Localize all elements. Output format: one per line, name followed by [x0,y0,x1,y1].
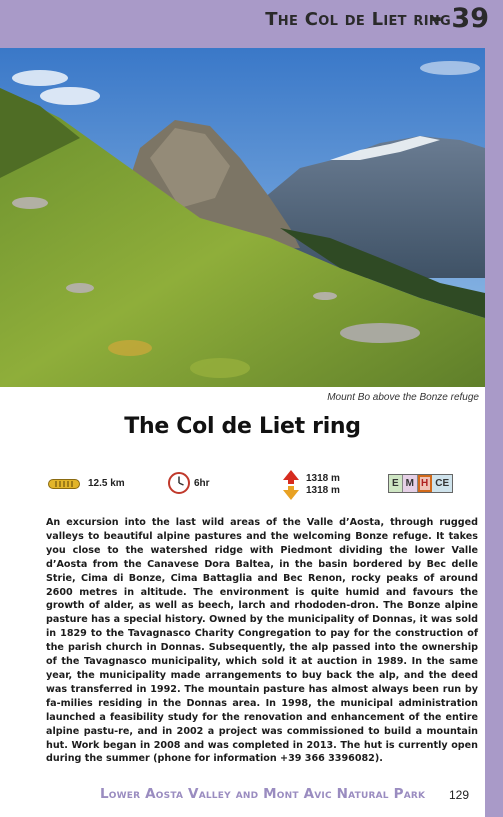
distance-stat [48,478,125,489]
elevation-loss: 1318 m [306,485,340,496]
side-band [485,48,503,817]
time-stat [168,472,210,494]
difficulty-h-selected: H [418,475,432,492]
elevation-arrows-icon [282,470,300,500]
route-stats [0,468,485,508]
difficulty-e: E [389,475,403,492]
time-value: 6hr [194,477,210,489]
distance-value: 12.5 km [88,478,125,489]
difficulty-stat [388,474,453,493]
footer-section-title: Lower Aosta Valley and Mont Avic Natural Park [100,786,426,802]
photo-caption: Mount Bo above the Bonze refuge [327,392,479,403]
difficulty-ce: CE [432,475,452,492]
difficulty-m: M [403,475,418,492]
page-title: The Col de Liet ring [124,414,361,439]
header-title: The Col de Liet ring [265,9,451,30]
page-number: 129 [449,788,470,802]
clock-icon [168,472,190,494]
difficulty-scale [388,474,453,493]
mountain-landscape-photo [0,48,485,387]
ruler-icon [48,479,80,489]
route-number: - 39 [430,3,489,34]
elevation-stat [282,470,340,500]
elevation-gain: 1318 m [306,473,340,484]
route-description: An excursion into the last wild areas of the Valle d’Aosta, through rugged valleys to beautiful alpine pastures and the welcoming Bonze refuge. It takes you close to the watershed ridge with Piedmont dividing the lower Valle d’Aosta from the Canavese Dora Baltea, in the basin bordered by Bec delle Strie, Cima di Bonze, Cima Battaglia and Bec Renon, rocky peaks of around 2600 metres in altitude. The environment is quite humid and favours the growth of alder, as well as beech, larch and rhododen-dron. The Bonze alpine pasture has a special history. Owned by the municipality of Donnas, it was sold in 1829 to the Tavagnasco Charity Congregation to pay for the construction of the parish church in Donnas. Subsequently, the alp passed into the ownership of the Tavagnasco municipality, which sold it at auction in 1989. In the same year, the municipality made arrangements to buy back the alp, and the deed was transferred in 1992. The mountain pasture has almost always been run by fa-milies residing in the Donnas area. In 1998, the municipal administration launched a feasibility study for the renovation and enhancement of the entire alpine pastu-re, and in 2002 a project was commissioned to build a mountain hut. Work began in 2008 and was completed in 2013. The hut is currently open during the summer (phone for information +39 366 3396082). [46,517,478,765]
